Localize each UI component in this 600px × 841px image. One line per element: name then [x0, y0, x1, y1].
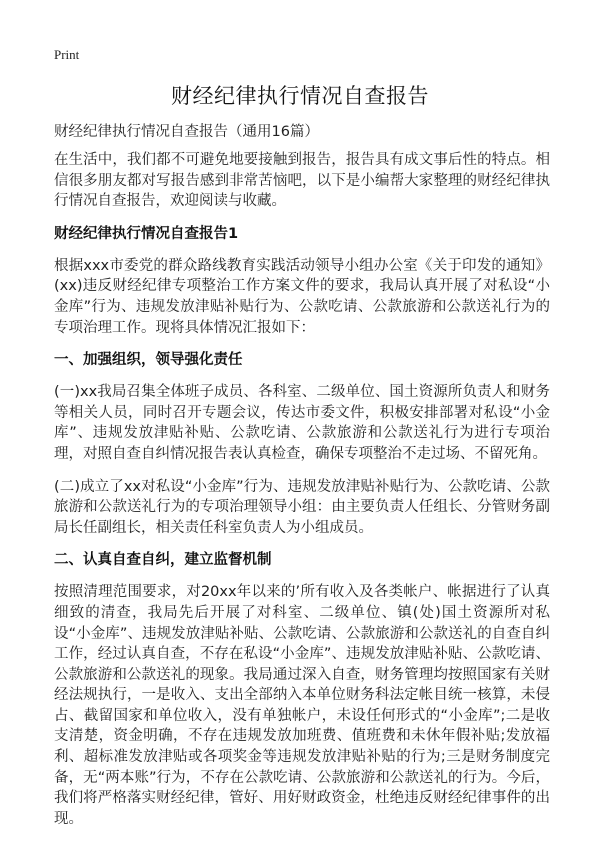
heading-1: 一、加强组织，领导强化责任 — [54, 352, 243, 369]
section-title: 财经纪律执行情况自查报告1 — [54, 225, 239, 242]
document-title: 财经纪律执行情况自查报告 — [171, 84, 429, 108]
paragraph-1: 根据xxx市委党的群众路线教育实践活动领导小组办公室《关于印发的通知》(xx)违反财经纪律专项整治工作方案文件的要求，我局认真开展了对私设“小金库”行为、违规发放津贴补贴行为、公款吃请、公款旅游和公款送礼行为的专项治理工作。现将具体情况汇报如下： — [54, 257, 550, 336]
print-label: Print — [54, 47, 80, 62]
paragraph-4: 按照清理范围要求，对20xx年以来的’所有收入及各类帐户、帐据进行了认真细致的清查，我局先后开展了对科室、二级单位、镇(处)国土资源所对私设“小金库”、违规发放津贴补贴、公款吃请、公款旅游和公款送礼的自查自纠工作，经过认真自查，不存在私设“小金库”、违规发放津贴补贴、公款吃请、公款旅游和公款送礼的现象。我局通过深入自查，财务管理均按照国家有关财经法规执行，一是收入、支出全部纳入本单位财务科法定帐目统一核算，未侵占、截留国家和单位收入，没有单独帐户，未设任何形式的“小金库”;二是收支清楚，资金明确，不存在违规发放加班费、值班费和未休年假补贴;发放福利、超标准发放津贴或各项奖金等违规发放津贴补贴的行为;三是财务制度完备，无“两本账”行为，不存在公款吃请、公款旅游和公款送礼的行为。今后，我们将严格落实财经纪律，管好、用好财政资金，杜绝违反财经纪律事件的出现。 — [54, 584, 550, 827]
document-body — [54, 150, 550, 841]
paragraph-2: (一)xx我局召集全体班子成员、各科室、二级单位、国土资源所负责人和财务等相关人员，同时召开专题会议，传达市委文件，积极安排部署对私设“小金库”、违规发放津贴补贴、公款吃请、公款旅游和公款送礼行为进行专项治理，对照自查自纠情况报告表认真检查，确保专项整治不走过场、不留死角。 — [54, 384, 550, 462]
heading-2: 二、认真自查自纠，建立监督机制 — [54, 552, 272, 569]
intro-paragraph: 在生活中，我们都不可避免地要接触到报告，报告具有成文事后性的特点。相信很多朋友都对写报告感到非常苦恼吧，以下是小编帮大家整理的财经纪律执行情况自查报告，欢迎阅读与收藏。 — [54, 152, 550, 210]
document-subtitle: 财经纪律执行情况自查报告（通用16篇） — [54, 124, 319, 140]
paragraph-3: (二)成立了xx对私设“小金库”行为、违规发放津贴补贴行为、公款吃请、公款旅游和公款送礼行为的专项治理领导小组：由主要负责人任组长、分管财务副局长任副组长，相关责任科室负责人为小组成员。 — [54, 478, 550, 536]
